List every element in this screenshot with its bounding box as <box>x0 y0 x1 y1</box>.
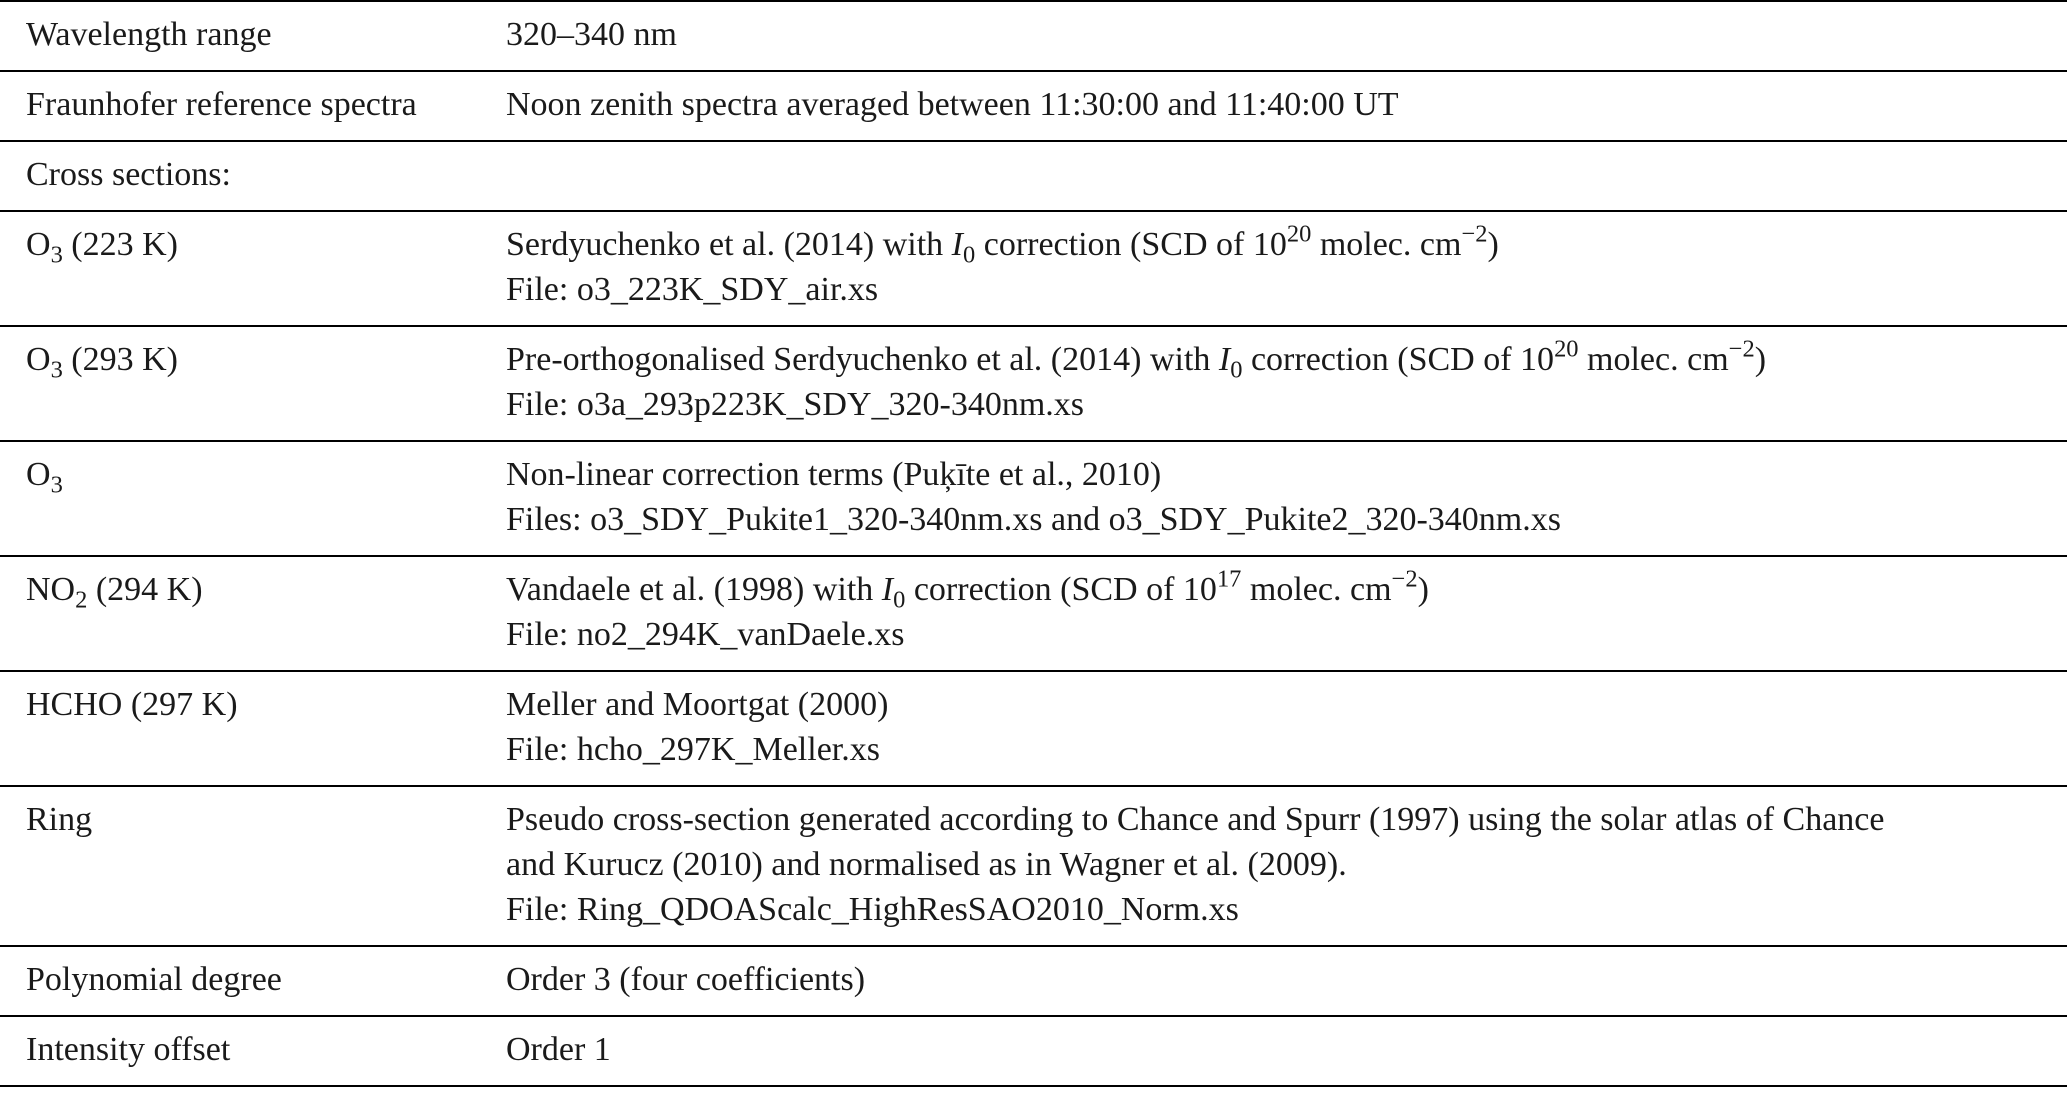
row-label: Ring <box>26 801 93 838</box>
table-row-cross-sections-heading <box>0 141 2067 211</box>
row-label: Wavelength range <box>26 16 272 53</box>
table-row-ring <box>0 786 2067 946</box>
row-label: HCHO (297 K) <box>26 686 238 723</box>
description-line: Pseudo cross-section generated according to Chance and Spurr (1997) using the solar atlas of Chance <box>506 801 1885 838</box>
table-row-no2-294k <box>0 556 2067 671</box>
description-line: and Kurucz (2010) and normalised as in Wagner et al. (2009). <box>506 846 1347 883</box>
row-label: Intensity offset <box>26 1031 231 1068</box>
file-line: File: Ring_QDOAScalc_HighResSAO2010_Norm.xs <box>506 891 1239 928</box>
file-line: Files: o3_SDY_Pukite1_320-340nm.xs and o3_SDY_Pukite2_320-340nm.xs <box>506 501 1561 538</box>
row-label: Fraunhofer reference spectra <box>26 86 417 123</box>
row-value-empty <box>480 141 2067 211</box>
table-row-hcho-297k <box>0 671 2067 786</box>
row-label: Polynomial degree <box>26 961 282 998</box>
table-row-o3-293k <box>0 326 2067 441</box>
row-value <box>480 556 2067 671</box>
description-line: Pre-orthogonalised Serdyuchenko et al. (2014) with $I_0$ correction (SCD of $10^{20}$ molec. $cm^{-2}$) <box>506 335 1767 384</box>
row-label: $O_3$ <box>26 456 63 499</box>
row-value <box>480 671 2067 786</box>
description-line: Meller and Moortgat (2000) <box>506 686 889 723</box>
description-line: Vandaele et al. (1998) with $I_0$ correction (SCD of $10^{17}$ molec. $cm^{-2}$) <box>506 565 1429 614</box>
table-row-fraunhofer-reference <box>0 71 2067 141</box>
table-row-o3-nonlinear <box>0 441 2067 556</box>
row-label: $O_3$ (293 K) <box>26 341 178 384</box>
description-line: Serdyuchenko et al. (2014) with $I_0$ correction (SCD of $10^{20}$ molec. $cm^{-2}$) <box>506 220 1499 269</box>
section-heading: Cross sections: <box>26 156 231 193</box>
description-line: Non-linear correction terms (Puķīte et al., 2010) <box>506 456 1162 493</box>
row-value <box>480 441 2067 556</box>
row-value <box>480 211 2067 326</box>
row-value: Order 1 <box>506 1031 611 1068</box>
table-row-intensity-offset <box>0 1016 2067 1086</box>
table-row-polynomial-degree <box>0 946 2067 1016</box>
row-value <box>480 786 2067 946</box>
row-label: $O_3$ (223 K) <box>26 226 178 269</box>
row-value <box>480 326 2067 441</box>
table-row-wavelength-range <box>0 1 2067 71</box>
file-line: File: no2_294K_vanDaele.xs <box>506 616 905 653</box>
file-line: File: o3a_293p223K_SDY_320-340nm.xs <box>506 386 1084 423</box>
row-label: $NO_2$ (294 K) <box>26 571 203 614</box>
row-value: 320–340 nm <box>506 16 677 53</box>
file-line: File: o3_223K_SDY_air.xs <box>506 271 879 308</box>
file-line: File: hcho_297K_Meller.xs <box>506 731 880 768</box>
row-value: Order 3 (four coefficients) <box>506 961 866 998</box>
row-value: Noon zenith spectra averaged between 11:30:00 and 11:40:00 UT <box>506 86 1399 123</box>
table-row-o3-223k <box>0 211 2067 326</box>
